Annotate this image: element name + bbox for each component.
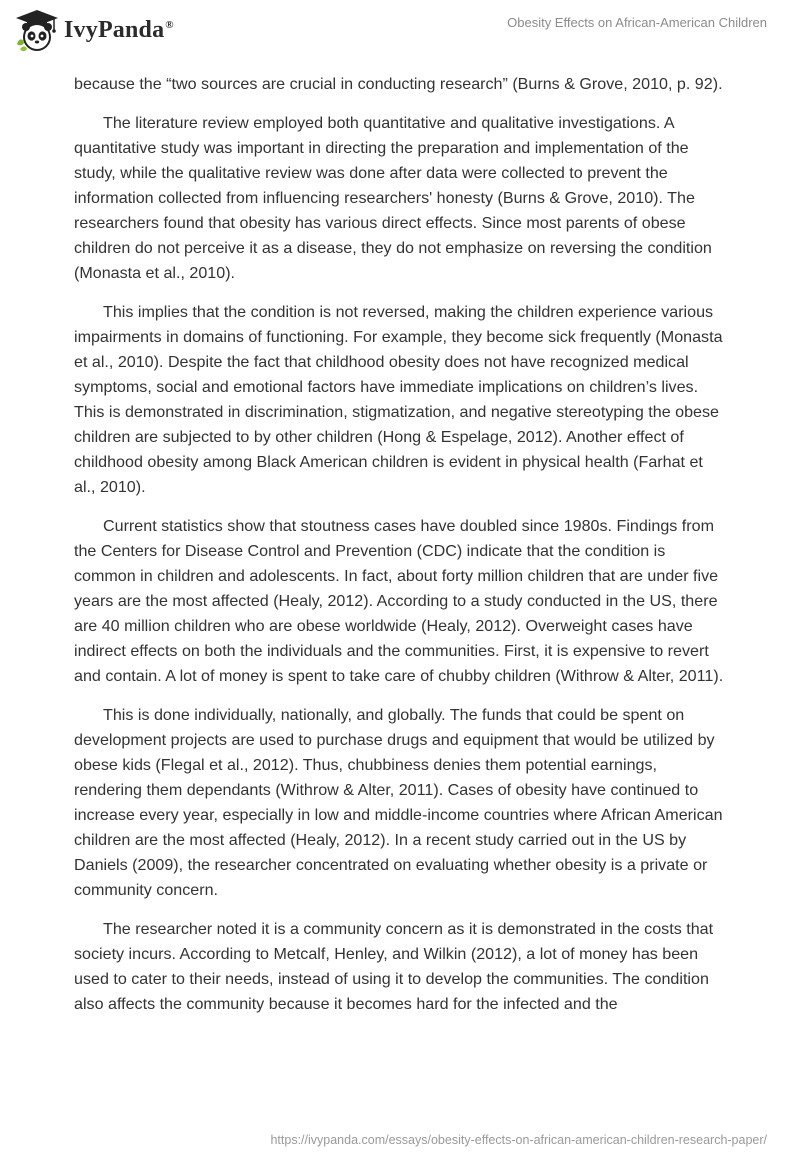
brand-name: IvyPanda® — [64, 16, 174, 43]
paragraph: Current statistics show that stoutness cases have doubled since 1980s. Findings from the Centers for Disease Control and Prevention (CDC) indicate that the condition is common in children and adolescents. In fact, about forty million children that are under five years are the most affected (Healy, 2012). According to a study conducted in the US, there are 40 million children who are obese worldwide (Healy, 2012). Overweight cases have indirect effects on both the individuals and the communities. First, it is expensive to revert and contain. A lot of money is spent to take care of chubby children (Withrow & Alter, 2011). — [74, 517, 724, 685]
paragraph: The literature review employed both quantitative and qualitative investigations. A quantitative study was important in directing the preparation and implementation of the study, while the qualitative review was done after data were collected to prevent the information collected from influencing researchers' honesty (Burns & Grove, 2010). The researchers found that obesity has various direct effects. Since most parents of obese children do not perceive it as a disease, they do not emphasize on reversing the condition (Monasta et al., 2010). — [74, 114, 712, 282]
brand-logo[interactable] — [14, 8, 174, 54]
paragraph: The researcher noted it is a community concern as it is demonstrated in the costs that society incurs. According to Metcalf, Henley, and Wilkin (2012), a lot of money has been used to cater to their needs, instead of using it to develop the communities. The condition also affects the community because it becomes hard for the infected and the — [74, 920, 714, 1013]
source-url: https://ivypanda.com/essays/obesity-effects-on-african-american-children-research-paper/ — [270, 1133, 767, 1147]
page-header — [0, 0, 800, 66]
article-body — [74, 72, 726, 1031]
panda-graduate-icon — [14, 8, 60, 54]
paragraph: because the “two sources are crucial in conducting research” (Burns & Grove, 2010, p. 92). — [74, 75, 723, 93]
paragraph: This implies that the condition is not reversed, making the children experience various impairments in domains of functioning. For example, they become sick frequently (Monasta et al., 2010). Despite the fact that childhood obesity does not have recognized medical symptoms, social and emotional factors have immediate implications on children’s lives. This is demonstrated in discrimination, stigmatization, and negative stereotyping the obese children are subjected to by other children (Hong & Espelage, 2012). Another effect of childhood obesity among Black American children is evident in physical health (Farhat et al., 2010). — [74, 303, 723, 496]
document-title: Obesity Effects on African-American Children — [507, 15, 767, 30]
paragraph: This is done individually, nationally, and globally. The funds that could be spent on development projects are used to purchase drugs and equipment that would be utilized by obese kids (Flegal et al., 2012). Thus, chubbiness denies them potential earnings, rendering them dependants (Withrow & Alter, 2011). Cases of obesity have continued to increase every year, especially in low and middle-income countries where African American children are the most affected (Healy, 2012). In a recent study carried out in the US by Daniels (2009), the researcher concentrated on evaluating whether obesity is a private or community concern. — [74, 706, 723, 899]
registered-mark: ® — [165, 18, 174, 31]
